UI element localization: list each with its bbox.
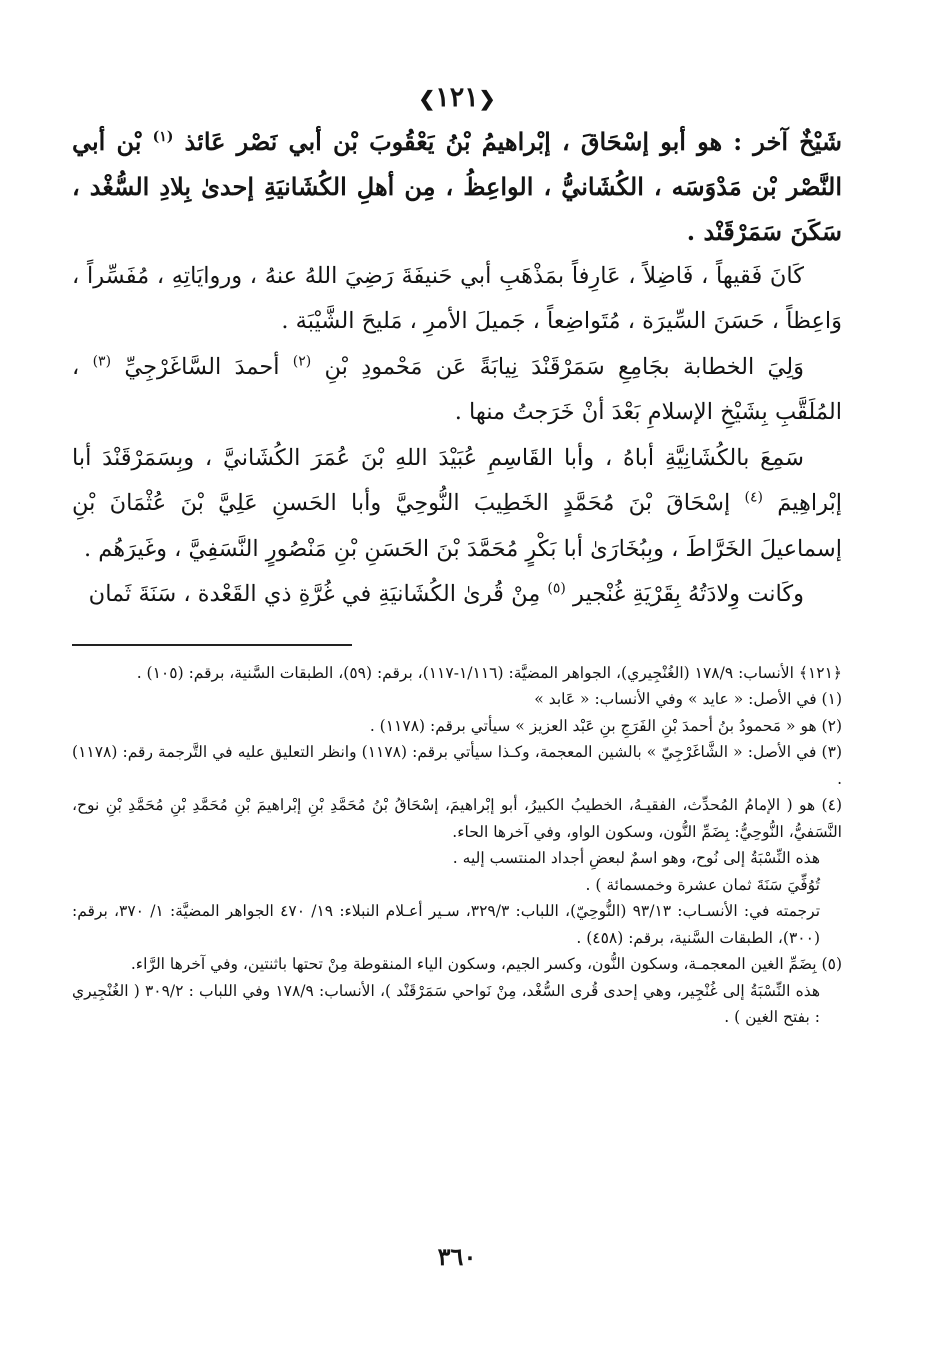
paragraph-2: كَانَ فَقيهاً ، فَاضِلاً ، عَارِفاً بمَذْهَبِ أبي حَنيفَةَ رَضِيَ اللهُ عنهُ ، وروايَاتِهِ ، مُفَسِّراً ، وَاعِظاً ، حَسَنَ السِّيرَة ، مُتَواضِعاً ، جَميلَ الأمرِ ، مَليحَ الشَّيْبَة .	[72, 262, 842, 334]
paragraph-1-rest: بْن أبي النَّصْر بْن مَدْوَسَه ، الكُشَانيُّ ، الواعِظُ ، مِن أهلِ الكُشَانيَةِ إحدىٰ بِلادِ السُّغْد ، سَكَنَ سَمَرْقَنْد .	[72, 126, 842, 246]
ornament-left-icon: ❯	[418, 86, 436, 111]
footnote-2: (٢) هو « مَحمودُ بنُ أحمدَ بْنِ الفَرَجِ بنِ عَبْد العزيز » سيأتي برقم: (١١٧٨) .	[369, 716, 842, 735]
paragraph-3-part-a: وَلِيَ الخطابة بجَامِعِ سَمَرْقَنْدَ نِيابَةً عَن مَحْمودِ بْنِ	[324, 353, 805, 380]
footnote-3: (٣) في الأصل: « الشَّاغَرْجِيّ » بالشين المعجمة، وكـذا سيأتي برقم: (١١٧٨) وانظر التعليق عليه في التَّرجمة رقم: (١١٧٨) .	[72, 743, 842, 788]
paragraph-4	[72, 436, 842, 573]
paragraph-1	[72, 119, 842, 254]
footnote-ref-5: (٥)	[547, 580, 566, 597]
footnote-4: (٤) هو ( الإمامُ المُحدِّث، الفقيـهُ، الخطيبُ الكبيرُ، أبو إبْراهيمَ، إسْحَاقُ بْنُ مُحَمَّدِ بْنِ إبْراهيمَ بْنِ مُحَمَّدِ بْنِ مُحَمَّدِ بْنِ نوح، النَّسَفيُّ، النُّوحِيُّ: بِضَمِّ النُّون، وسكون الواو، وفي آخرها الحاء.	[72, 796, 842, 841]
page-number: ٣٦٠	[437, 1242, 477, 1271]
paragraph-5-part-b: مِنْ قُرىٰ الكُشَانيَةِ في غُرَّةِ ذي القَعْدة ، سَنَةَ ثَمان	[88, 581, 541, 607]
footnotes	[72, 660, 842, 1031]
footnote-ref-4: (٤)	[744, 489, 763, 506]
footnote-ref-3: (٣)	[92, 353, 112, 369]
entry-heading	[72, 80, 842, 117]
main-text	[72, 119, 842, 618]
ornament-right-icon: ❮	[478, 86, 496, 111]
footnote-separator	[72, 644, 352, 646]
footnote-4-line-b: هذه النِّسْبَةُ إلى نُوح، وهو اسمٌ لبعضِ أجداد المنتسب إليه .	[452, 849, 820, 867]
paragraph-3-part-c: ، المُلَقَّبِ بِشَيْخِ الإسلامِ بَعْدَ أنْ خَرَجتُ منها .	[72, 353, 842, 425]
paragraph-5-part-a: وكَانت وِلادَتُهُ بِقَرْيَةِ غُنْجير	[573, 581, 804, 607]
footnote-5: (٥) بِضَمِّ الغين المعجمـة، وسكون النُّون، وكسر الجيم، وسكون الياء المنقوطة مِنْ تحتها باثنتين، وفي آخرها الرَّاء.	[130, 955, 842, 973]
paragraph-4-part-b: إسْحَاقَ بْنَ مُحَمَّدٍ الخَطِيبَ النُّوحِيَّ وأبا الحَسنِ عَلِيَّ بْنَ عُثْمَانَ بْنِ إسماعيلَ الخَرَّاطَ ، وبِبُخَارَىٰ أبا بَكْرٍ مُحَمَّدَ بْنَ الحَسَنِ بْنِ مَنْصُورٍ النَّسَفِيَّ ، وغَيرَهُم .	[72, 490, 842, 562]
footnote-entry-sources: ﴿١٢١﴾ الأنساب: ١٧٨/٩ (الغُنْجِيري)، الجواهر المضيَّة: (١/١١٦-١١٧)، برقم: (٥٩)، الطبقات السَّنية، برقم: (١٠٥) .	[136, 663, 842, 682]
footnote-5-line-b: هذه النِّسْبَةُ إلى غُنْجِير، وهي إحدى قُرى السُّغْد، مِنْ نَواحي سَمَرْقَنْد )، الأنساب: ١٧٨/٩ وفي اللباب : ٣٠٩/٢ ( الغُنْجِيري : بفتح الغين ) .	[72, 981, 821, 1026]
footnote-4-line-d: ترجمته في: الأنسـاب: ٩٣/١٣ (النُّوحِيّ)، اللباب: ٣٢٩/٣، سـير أعـلام النبلاء: ١٩/ ٤٧٠ الجواهر المضيَّة: ١/ ٣٧٠، برقم: (٣٠٠)، الطبقات السَّنية، برقم: (٤٥٨) .	[72, 902, 821, 947]
paragraph-5	[72, 572, 842, 618]
paragraph-4-part-a: سَمِعَ بالكُشَانِيَّةِ أباهُ ، وأبا القَاسِمِ عُبَيْدَ اللهِ بْنَ عُمَرَ الكُشَانيَّ ، وبِسَمَرْقَنْدَ أبا إبْراهِيمَ	[72, 444, 842, 516]
footnote-ref-1: (١)	[152, 128, 174, 145]
paragraph-3-part-b: أحمدَ السَّاغَرْجِيِّ	[124, 353, 280, 380]
book-page	[72, 80, 842, 1280]
paragraph-1-text: شَيْخٌ آخر : هو أبو إسْحَاقَ ، إبْراهيمُ بْنُ يَعْقُوبَ بْن أبي نَصْر عَائذ	[184, 126, 843, 156]
footnote-1: (١) في الأصل: « عايد » وفي الأنساب: « عَابد »	[534, 690, 842, 708]
footnote-ref-2: (٢)	[292, 353, 312, 369]
entry-number: ١٢١	[435, 82, 479, 113]
footnote-4-line-c: تُوُفِّيَ سَنَةَ ثمان عشرة وخمسمائة ) .	[585, 875, 820, 894]
paragraph-3	[72, 345, 842, 436]
